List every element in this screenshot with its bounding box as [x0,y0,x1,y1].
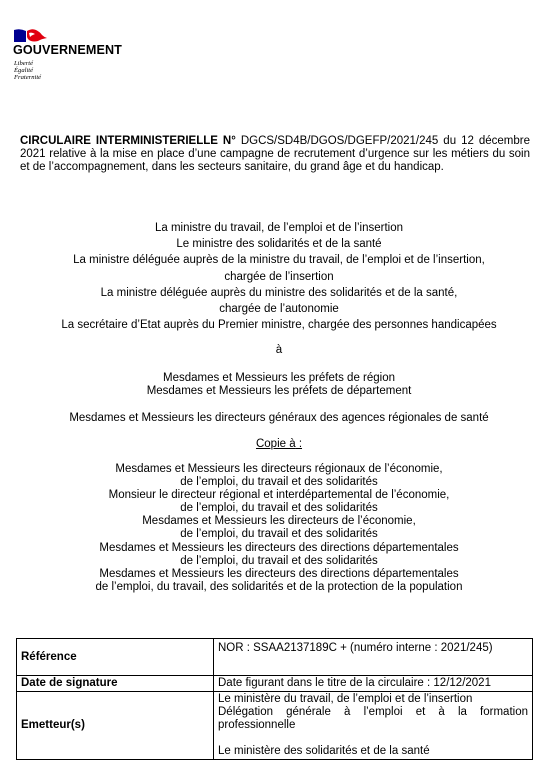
emetteur-line: Le ministère du travail, de l’emploi et de l’insertion [218,693,473,705]
recipients-ars: Mesdames et Messieurs les directeurs généraux des agences régionales de santé [69,412,489,424]
copy-recipient-line: Monsieur le directeur régional et interdépartemental de l’économie, [108,489,450,502]
government-wordmark: GOUVERNEMENT [13,43,122,57]
copy-recipient-line: de l’emploi, du travail et des solidarités [180,476,378,489]
minister-line: La secrétaire d’Etat auprès du Premier ministre, chargée des personnes handicapées [61,319,497,332]
minister-line: chargée de l’autonomie [219,303,339,316]
minister-line: Le ministre des solidarités et de la santé [176,238,382,251]
emetteur-line: Le ministère des solidarités et de la santé [218,745,430,757]
copy-recipient-line: Mesdames et Messieurs les directeurs de l’économie, [142,515,416,528]
copy-recipient-line: Mesdames et Messieurs les directeurs des directions départementales [99,567,459,580]
emetteur-blank-line [218,732,528,745]
minister-line: La ministre du travail, de l’emploi et de l’insertion [154,222,403,234]
motto-fraternite: Fraternité [14,74,42,82]
copy-recipients [0,463,558,594]
emetteur-label: Emetteur(s) [17,692,214,760]
motto-liberte: Liberté [14,60,34,67]
signature-label: Date de signature [17,676,214,692]
reference-label: Référence [17,639,214,676]
addressed-to-word: à [275,344,283,356]
copy-label: Copie à [255,438,296,450]
motto-egalite: Égalité [14,67,34,75]
table-row-signature [17,676,533,692]
circular-title-bold: CIRCULAIRE INTERMINISTERIELLE N° [20,135,236,147]
reference-value: NOR : SSAA2137189C + (numéro interne : 2021/245) [214,639,533,676]
copy-heading [0,437,558,451]
copy-recipient-line: Mesdames et Messieurs les directeurs régionaux de l’économie, [115,463,443,475]
circular-title-rest: DGCS/SD4B/DGOS/DGEFP/2021/245 du 12 décembre 2021 relative à la mise en place d’une campagne de recrutement d’urgence sur les métiers du soin et de l’accompagnement, dans les secteurs sanitaire, du grand âge et du handicap. [20,135,530,173]
table-row-reference [17,639,533,676]
recipients-prefets [0,372,558,398]
copy-recipient-line: de l’emploi, du travail et des solidarités [180,528,378,541]
copy-recipient-line: de l’emploi, du travail, des solidarités et de la protection de la population [95,580,463,593]
emetteur-line: Délégation générale à l’emploi et à la formation professionnelle [218,706,528,731]
recipient-line: Mesdames et Messieurs les préfets de région [162,372,396,384]
copy-recipient-line: Mesdames et Messieurs les directeurs des directions départementales [99,541,459,554]
minister-line: chargée de l’insertion [224,270,334,283]
minister-line: La ministre déléguée auprès du ministre des solidarités et de la santé, [100,286,458,299]
marianne-icon [14,28,48,42]
circular-title [20,135,530,174]
copy-recipient-line: de l’emploi, du travail et des solidarités [180,502,378,515]
copy-colon: : [295,438,303,450]
recipient-line: Mesdames et Messieurs les préfets de département [146,385,412,397]
metadata-table [16,638,533,760]
issuing-ministers [0,220,558,333]
copy-recipient-line: de l’emploi, du travail et des solidarités [180,554,378,567]
republic-motto [14,60,138,82]
government-logo [13,28,138,82]
emetteur-value [214,692,533,760]
signature-value: Date figurant dans le titre de la circulaire : 12/12/2021 [214,676,533,692]
table-row-emetteur [17,692,533,760]
minister-line: La ministre déléguée auprès de la ministre du travail, de l’emploi et de l’insertion, [73,254,485,267]
